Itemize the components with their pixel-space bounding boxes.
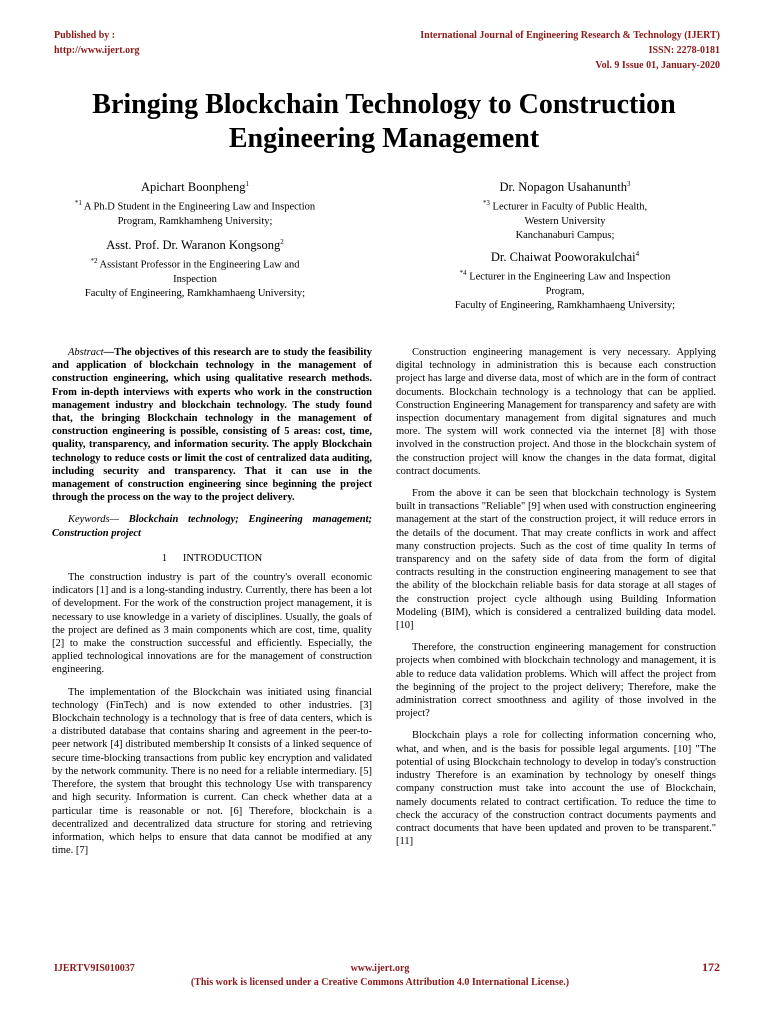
publisher-block [54, 28, 140, 58]
author-name: Dr. Nopagon Usahanunth [499, 180, 627, 195]
author-name: Apichart Boonpheng [141, 180, 246, 195]
author-3 [400, 176, 730, 243]
author-2 [30, 234, 360, 301]
affiliation-mark: *3 [482, 199, 490, 208]
publisher-url-link[interactable]: http://www.ijert.org [54, 45, 140, 56]
author-superscript: 1 [245, 180, 249, 188]
published-by-label: Published by : [54, 30, 116, 41]
abstract-label: Abstract [68, 347, 104, 358]
page-number: 172 [702, 960, 720, 974]
author-superscript: 2 [280, 238, 284, 246]
body-paragraph: Therefore, the construction engineering management for construction projects when combined with blockchain technology and management, it is able to reduce data validation problems. Which will affect the project from the beginning of the project to the project delivery; Therefore, make the administration correct smoothness and agility of those involved in the project? [396, 642, 716, 720]
author-4 [400, 246, 730, 313]
affiliation-line: A Ph.D Student in the Engineering Law and Inspection [83, 201, 316, 213]
affiliation-line: Program, [545, 285, 585, 297]
license-notice: (This work is licensed under a Creative Commons Attribution 4.0 International License.) [190, 977, 570, 988]
section-heading [52, 552, 372, 565]
keywords-text: Blockchain technology; Engineering management; Construction project [52, 514, 372, 539]
journal-name: International Journal of Engineering Research & Technology (IJERT) [420, 30, 720, 41]
affiliation-mark: *1 [74, 199, 82, 208]
affiliation-mark: *4 [459, 269, 467, 278]
affiliation-line: Assistant Professor in the Engineering Law and [99, 259, 300, 271]
body-paragraph: The implementation of the Blockchain was initiated using financial technology (FinTech) and is now extended to other industries. [3] Blockchain technology is a technology that is free of data centers, which is a distributed database that contains sharing and agreement in the peer-to-peer network [4] distributed membership It consists of a linked sequence of secure time-blocking transactions from public key encryption and validated by the network community. There is no need for a reliable intermediary. [5] Therefore, the system that brought this technology Use with transparency and high security. Information is current. Can check whether data at a particular time is reasonable or not. [6] Therefore, blockchain is a decentralized and decentralized data structure for storing and retrieving information, which helps to ensure that data cannot be modified at any time. [7] [52, 686, 372, 857]
affiliation-line: Lecturer in the Engineering Law and Inspection [469, 271, 671, 283]
affiliation-line: Faculty of Engineering, Ramkhamhaeng University; [84, 287, 306, 299]
abstract [52, 346, 372, 504]
affiliation-mark: *2 [90, 257, 98, 266]
affiliation-line: Program, Ramkhamheng University; [117, 215, 273, 227]
paper-id: IJERTV9IS010037 [54, 963, 135, 974]
keywords-label: Keywords— [68, 514, 119, 526]
abstract-text: —The objectives of this research are to study the feasibility and application of blockchain technology in the management of construction engineering, which using qualitative research methods. From in-depth interviews with experts who work in the construction management industry and blockchain technology. The study found that, the bringing Blockchain technology in the management of construction engineering is possible, consisting of 5 areas: cost, time, quality, transparency, and information security. The apply Blockchain technology to reduce costs or limit the cost of centralized data auditing, including security and transparency. That it can use in the management of construction engineering since beginning the project through the process on the way to the project delivery. [52, 347, 372, 504]
body-paragraph: The construction industry is part of the country's overall economic indicators [1] and is a long-standing industry. Currently, there has been a lot of development. For the work of the construction project management, it is necessary to use knowledge in a variety of disciplines. Usually, the goals of the project are defined as 3 main components which are cost, time, quality [2] to make the construction successful and efficiently. Especially, the applied technological innovations are for the management of construction engineering. [52, 572, 372, 676]
right-column [396, 346, 716, 857]
body-paragraph: Blockchain plays a role for collecting information concerning who, what, and when, and is the basis for possible legal arguments. [10] "The potential of using Blockchain technology to develop in today's construction industry Therefore is an examination by technology by oneself things company construction must take into account the use of Blockchain, namely documents related to contract certification. To reduce the time to check the accuracy of the construction contract documents payments and contract documents that have been updated and proven to be transparent." [11] [396, 730, 716, 848]
section-title: INTRODUCTION [182, 552, 263, 564]
title-line-2: Engineering Management [228, 123, 540, 154]
author-1 [30, 176, 360, 229]
affiliation-line: Inspection [173, 273, 217, 285]
issn: ISSN: 2278-0181 [648, 45, 720, 56]
body-paragraph: From the above it can be seen that blockchain technology is System built in transactions "Reliable" [9] when used with construction engineering management at the start of the construction project, it will reduce errors in the details of the document. That may create conflicts in work and affect many construction projects. Such as the cost of time quality In terms of transparency and on the safety side of data from the form of digital contracts resulting in the construction engineering management to see that the ability of the blockchain reliable basis for data storage at all stages of the construction project cycle although using Building Information Modeling (BIM), which is considered a centralized building data model. [10] [396, 488, 716, 632]
author-superscript: 4 [635, 250, 640, 258]
author-superscript: 3 [626, 180, 631, 188]
author-name: Dr. Chaiwat Pooworakulchai [490, 250, 636, 265]
footer-url-link[interactable]: www.ijert.org [350, 963, 410, 974]
left-column [52, 346, 372, 866]
affiliation-line: Kanchanaburi Campus; [515, 229, 615, 241]
journal-block [420, 28, 720, 73]
paper-title [30, 88, 738, 156]
body-paragraph: Construction engineering management is very necessary. Applying digital technology in administration this is because each construction project has large and diverse data, most of which are in the form of contract documents. Blockchain technology is a technology that can be applied. Construction Engineering Management for transparency and safety are with inspection documentary management from digital signatures and much more. The system will work connected via the internet [8] with those involved in the construction project. And those in the blockchain system of the construction project will know the changes in the data format, digital contract documents. [396, 347, 716, 477]
keywords [52, 513, 372, 539]
section-number: 1 [161, 552, 168, 564]
affiliation-line: Faculty of Engineering, Ramkhamhaeng University; [454, 299, 676, 311]
author-name: Asst. Prof. Dr. Waranon Kongsong [106, 238, 281, 253]
volume-issue: Vol. 9 Issue 01, January-2020 [595, 60, 720, 71]
title-line-1: Bringing Blockchain Technology to Construction [92, 89, 676, 120]
affiliation-line: Western University [524, 215, 606, 227]
affiliation-line: Lecturer in Faculty of Public Health, [492, 201, 648, 213]
